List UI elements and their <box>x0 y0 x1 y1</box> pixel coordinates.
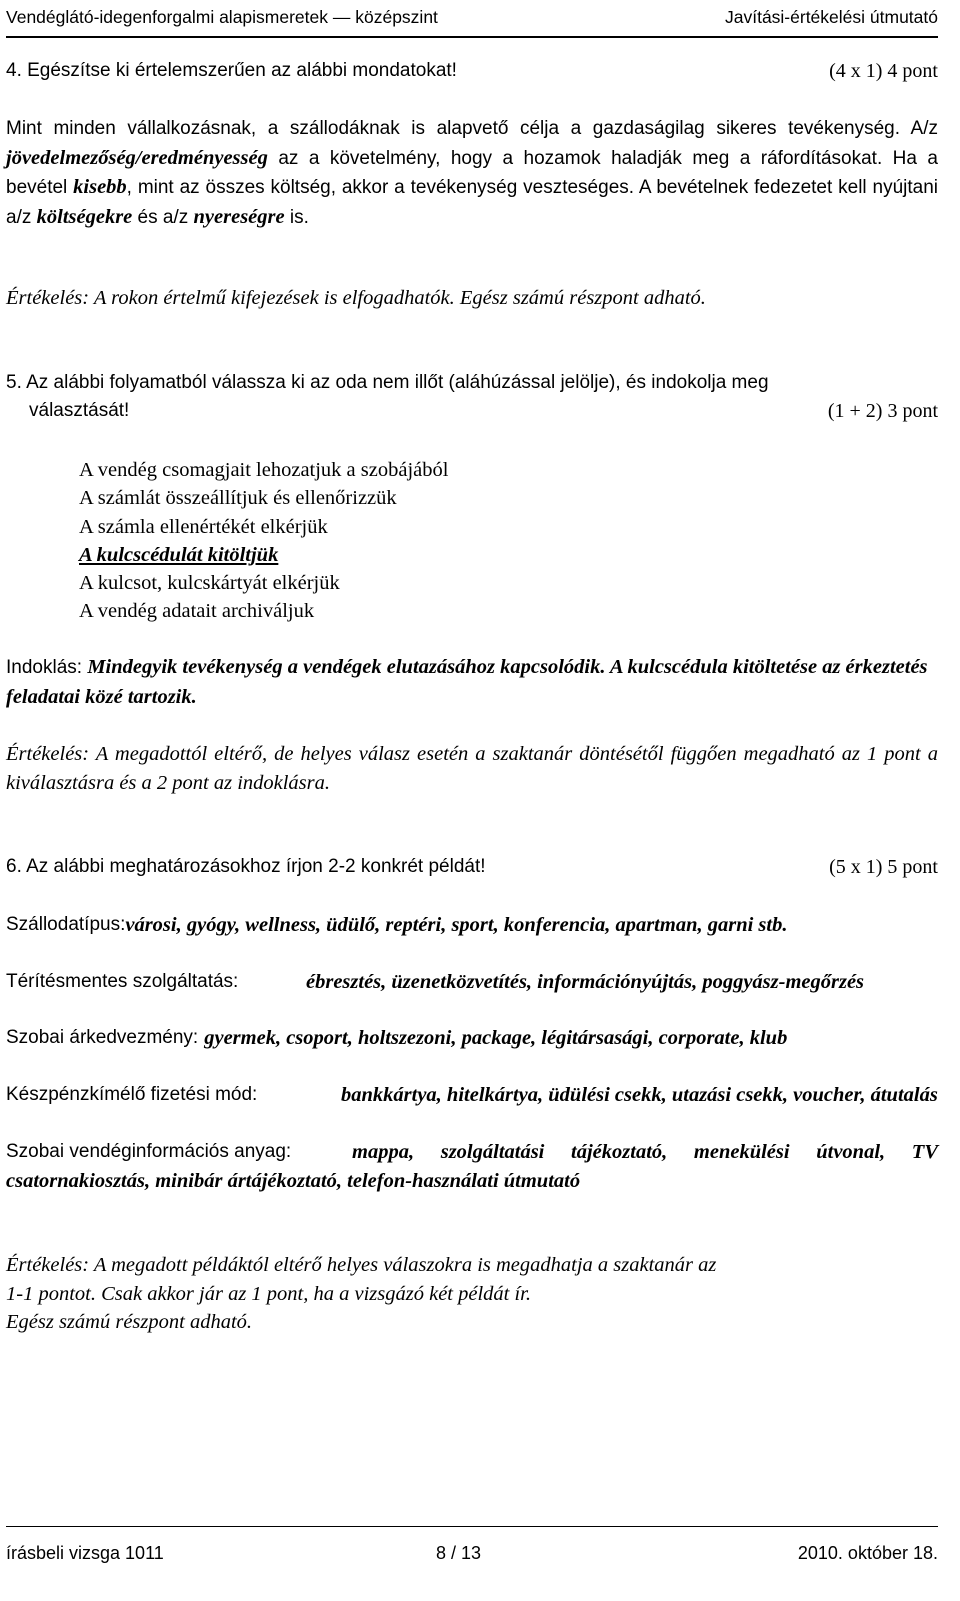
q6-label-cashless-payment: Készpénzkímélő fizetési mód: <box>6 1084 258 1105</box>
q4-answer-3: költségekre <box>36 205 133 228</box>
q6-evaluation <box>6 1251 938 1337</box>
q4-paragraph <box>6 114 938 232</box>
q6-evaluation-line2: 1-1 pontot. Csak akkor jár az 1 pont, ha a vizsgázó két példát ír. <box>6 1282 532 1305</box>
footer-date: 2010. október 18. <box>797 1543 938 1563</box>
header-subject: Vendéglátó-idegenforgalmi alapismeretek — középszint <box>6 7 438 27</box>
q4-points: (4 x 1) 4 pont <box>829 60 938 82</box>
q6-title-row <box>6 856 938 878</box>
q5-reason-text: Mindegyik tevékenység a vendégek elutazásához kapcsolódik. A kulcscédula kitöltetése az érkeztetés feladatai közé tartozik. <box>6 656 928 708</box>
q5-reason <box>6 653 938 711</box>
q6-label-hotel-type: Szállodatípus: <box>6 914 126 935</box>
q4-text-2: az a követelmény, hogy a hozamok haladják meg a ráfordításokat. Ha a bevétel <box>6 147 938 199</box>
q6-points: (5 x 1) 5 pont <box>829 856 938 878</box>
q4-answer-2: kisebb <box>73 176 127 199</box>
footer-exam: írásbeli vizsga 1011 <box>6 1543 164 1563</box>
q4-title: 4. Egészítse ki értelemszerűen az alábbi mondatokat! <box>6 60 457 81</box>
list-item: A vendég adatait archiváljuk <box>79 600 315 623</box>
q4-text-5: is. <box>284 206 309 228</box>
q6-answer-room-discount: gyermek, csoport, holtszezoni, package, légitársasági, corporate, klub <box>204 1027 788 1049</box>
q5-evaluation: Értékelés: A megadottól eltérő, de helyes válasz esetén a szaktanár döntésétől függően megadható az 1 pont a kiválasztásra és a 2 pont az indoklásra. <box>6 743 938 794</box>
q6-answer-free-service: ébresztés, üzenetközvetítés, információnyújtás, poggyász-megőrzés <box>306 971 865 993</box>
q6-row-cashless-payment <box>6 1081 938 1110</box>
list-item: A vendég csomagjait lehozatjuk a szobájából <box>79 459 449 481</box>
q5-points: (1 + 2) 3 pont <box>827 400 938 422</box>
q4-text-4: és a/z <box>132 206 194 228</box>
q5-title-line2: választását! <box>29 400 130 421</box>
q5-reason-label: Indoklás: <box>6 657 88 678</box>
q4-evaluation: Értékelés: A rokon értelmű kifejezések is elfogadhatók. Egész számú részpont adható. <box>6 287 706 309</box>
q5-title-line1: 5. Az alábbi folyamatból válassza ki az oda nem illőt (aláhúzással jelölje), és indokolja meg <box>6 372 769 393</box>
q4-text-3: , mint az összes költség, akkor a tevékenység veszteséges. A bevételnek fedezetet kell nyújtani a/z <box>6 177 938 228</box>
q6-row-room-discount <box>6 1024 938 1053</box>
list-item: A számlát összeállítjuk és ellenőrizzük <box>79 487 397 510</box>
q6-label-free-service: Térítésmentes szolgáltatás: <box>6 971 239 992</box>
list-item: A számla ellenértékét elkérjük <box>79 515 328 538</box>
q4-answer-4: nyereségre <box>193 205 285 228</box>
q6-evaluation-line1: Értékelés: A megadott példáktól eltérő helyes válaszokra is megadhatja a szaktanár az <box>6 1254 717 1276</box>
list-item-selected: A kulcscédulát kitöltjük <box>79 543 279 566</box>
q6-evaluation-line3: Egész számú részpont adható. <box>6 1311 253 1333</box>
footer-page-number: 8 / 13 <box>436 1543 482 1563</box>
q6-answer-room-info: mappa, szolgáltatási tájékoztató, menekülési útvonal, TV csatornakiosztás, minibár ártájékoztató, telefon-használati útmutató <box>6 1141 938 1192</box>
q4-text-1: Mint minden vállalkozásnak, a szállodáknak is alapvető célja a gazdaságilag sikeres tevékenység. A/z <box>6 118 938 139</box>
q6-row-room-info <box>6 1138 938 1195</box>
page-footer <box>6 1526 938 1567</box>
q6-answer-hotel-type: városi, gyógy, wellness, üdülő, reptéri, sport, konferencia, apartman, garni stb. <box>125 914 788 936</box>
header-doc-type: Javítási-értékelési útmutató <box>724 7 938 27</box>
list-item: A kulcsot, kulcskártyát elkérjük <box>79 572 340 595</box>
q4-title-row <box>6 60 938 82</box>
q6-label-room-discount: Szobai árkedvezmény: <box>6 1027 199 1048</box>
q6-row-hotel-type <box>6 911 938 940</box>
q5-process-list <box>79 456 448 626</box>
q6-label-room-info: Szobai vendéginformációs anyag: <box>6 1141 292 1162</box>
q6-answer-cashless-payment: bankkártya, hitelkártya, üdülési csekk, utazási csekk, voucher, átutalás <box>341 1084 938 1106</box>
q6-title: 6. Az alábbi meghatározásokhoz írjon 2-2 konkrét példát! <box>6 856 486 877</box>
q5-title-row <box>6 400 938 422</box>
q6-row-free-service <box>6 968 938 997</box>
page-header <box>6 4 938 38</box>
q4-answer-1: jövedelmezőség/eredményesség <box>6 146 268 169</box>
